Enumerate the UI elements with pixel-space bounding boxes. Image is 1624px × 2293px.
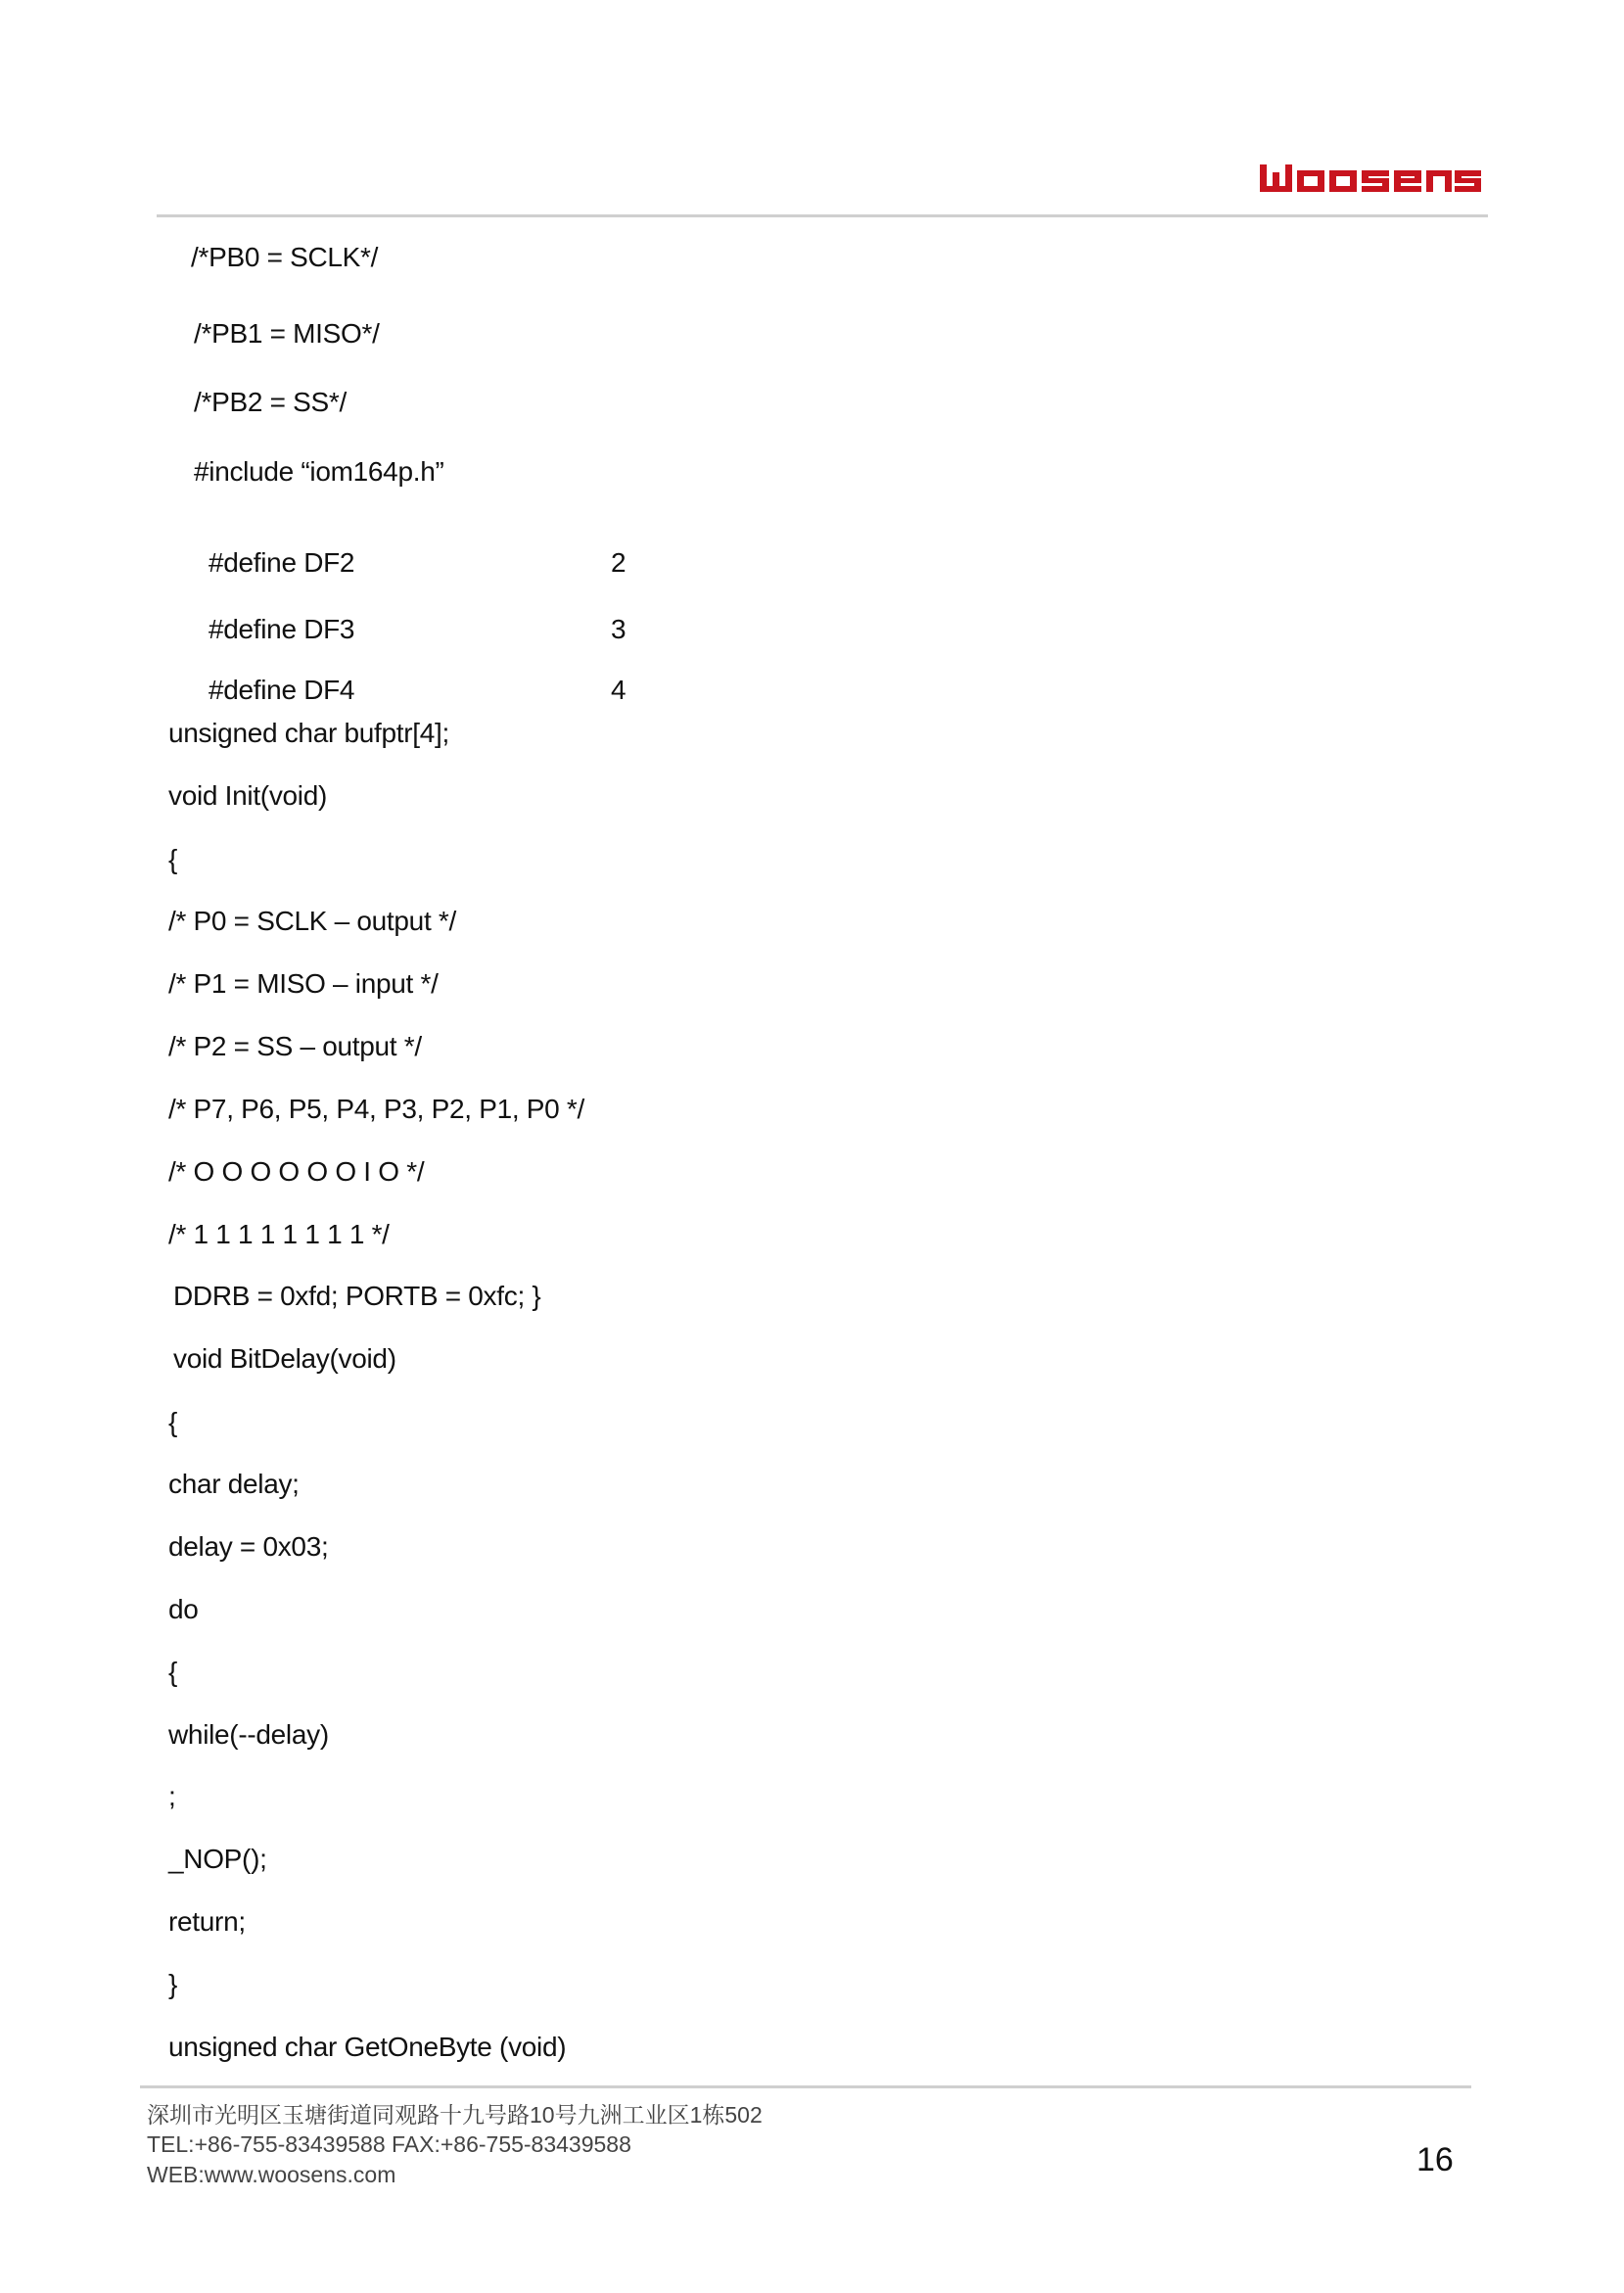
code-define-df2 (194, 513, 644, 580)
define-value: 4 (611, 675, 626, 705)
code-define-df3 (194, 580, 644, 646)
code-include: #include “iom164p.h” (194, 456, 444, 487)
code-line: DDRB = 0xfd; PORTB = 0xfc; } (173, 1281, 541, 1311)
code-line: do (168, 1594, 199, 1624)
code-line: /* 1 1 1 1 1 1 1 1 */ (168, 1219, 390, 1249)
code-line: /* O O O O O O I O */ (168, 1156, 425, 1187)
code-line: /* P1 = MISO – input */ (168, 968, 439, 999)
define-value: 2 (611, 547, 626, 578)
woosens-logo (1260, 159, 1481, 198)
code-line: { (168, 1407, 178, 1437)
footer-divider (140, 2085, 1471, 2088)
code-line: _NOP(); (168, 1844, 267, 1874)
code-comment-pb2: /*PB2 = SS*/ (194, 387, 347, 417)
code-comment-pb0: /*PB0 = SCLK*/ (191, 242, 379, 272)
page-number: 16 (1416, 2141, 1454, 2178)
footer-web: WEB:www.woosens.com (147, 2162, 396, 2187)
code-line: delay = 0x03; (168, 1531, 329, 1562)
code-define-df4 (194, 640, 644, 707)
footer-address: 深圳市光明区玉塘街道同观路十九号路10号九洲工业区1栋502 (147, 2102, 763, 2128)
code-line: ; (168, 1781, 176, 1811)
code-line: /* P7, P6, P5, P4, P3, P2, P1, P0 */ (168, 1094, 585, 1124)
code-comment-pb1: /*PB1 = MISO*/ (194, 318, 380, 349)
code-line: unsigned char GetOneByte (void) (168, 2032, 567, 2062)
code-line: { (168, 1657, 178, 1687)
header-divider (157, 214, 1488, 217)
code-line: /* P0 = SCLK – output */ (168, 906, 456, 936)
code-line: void Init(void) (168, 780, 328, 811)
code-line: { (168, 844, 178, 874)
code-line: char delay; (168, 1469, 300, 1499)
define-name: #define DF2 (208, 547, 355, 578)
code-line: return; (168, 1906, 246, 1937)
code-line: void BitDelay(void) (173, 1343, 396, 1374)
code-line: /* P2 = SS – output */ (168, 1031, 422, 1061)
define-name: #define DF3 (208, 614, 355, 644)
code-line: unsigned char bufptr[4]; (168, 718, 449, 748)
code-line: while(--delay) (168, 1719, 329, 1750)
footer-contact: TEL:+86-755-83439588 FAX:+86-755-83439588 (147, 2131, 631, 2157)
define-name: #define DF4 (208, 675, 355, 705)
code-line: } (168, 1969, 178, 1999)
define-value: 3 (611, 614, 626, 644)
